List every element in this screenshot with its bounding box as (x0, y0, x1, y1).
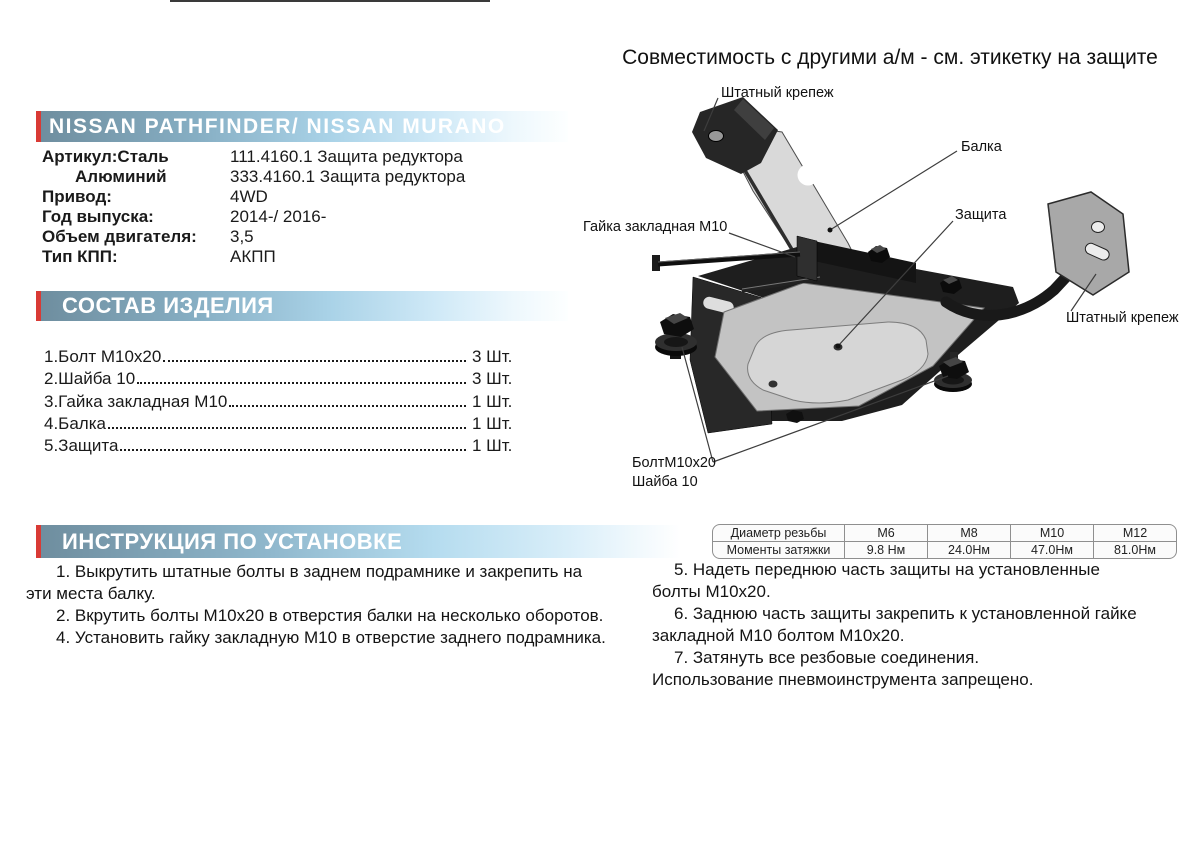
part-qty: 1 Шт. (472, 436, 513, 456)
spec-label: Тип КПП: (42, 247, 118, 266)
table-cell: 81.0Нм (1114, 543, 1156, 557)
instruction-step: 7. Затянуть все резбовые соединения. (674, 648, 980, 667)
part-name: 1.Болт М10х20 (44, 347, 162, 366)
table-cell: М6 (845, 525, 928, 542)
spec-label: Объем двигателя: (42, 227, 197, 246)
spec-value: 111.4160.1 Защита редуктора (230, 147, 463, 166)
callout-embedded-nut: Гайка закладная М10 (583, 219, 728, 235)
part-qty: 1 Шт. (472, 391, 513, 411)
callout-beam: Балка (961, 139, 1002, 155)
callout-standard-mount-top: Штатный крепеж (721, 85, 834, 101)
part-qty: 1 Шт. (472, 413, 513, 433)
table-cell: 47.0Нм (1011, 542, 1094, 559)
part-qty: 3 Шт. (472, 369, 513, 389)
table-cell: Диаметр резьбы (713, 525, 845, 542)
model-title: NISSAN PATHFINDER/ NISSAN MURANO (49, 114, 506, 138)
callout-bolt: БолтМ10х20 (632, 455, 716, 471)
compatibility-note: Совместимость с другими а/м - см. этикетку на защите (622, 46, 1158, 69)
spec-label: Алюминий (75, 167, 167, 186)
instruction-step: 6. Заднюю часть защиты закрепить к установленной гайке закладной М10 болтом М10х20. (652, 604, 1137, 645)
instructions-title: ИНСТРУКЦИЯ ПО УСТАНОВКЕ (62, 528, 403, 554)
table-cell: М10 (1011, 525, 1094, 542)
table-cell: 9.8 Нм (845, 542, 928, 559)
part-name: 3.Гайка закладная М10 (44, 391, 228, 411)
part-name: 5.Защита (44, 436, 119, 456)
part-name: 4.Балка (44, 413, 106, 433)
instruction-step: 2. Вкрутить болты М10х20 в отверстия балки на несколько оборотов. (56, 606, 604, 625)
table-cell: Моменты затяжки (713, 542, 845, 559)
instruction-step: 5. Надеть переднюю часть защиты на установленные болты М10х20. (652, 560, 1100, 601)
instruction-step: 1. Выкрутить штатные болты в заднем подрамнике и закрепить на эти места балку. (26, 562, 583, 603)
table-cell: 24.0Нм (928, 542, 1011, 559)
spec-label: Привод: (42, 187, 112, 206)
table-cell: М8 (928, 525, 1011, 542)
spec-value: 2014-/ 2016- (230, 207, 327, 226)
spec-label: Год выпуска: (42, 207, 154, 226)
part-name: 2.Шайба 10 (44, 369, 136, 389)
spec-value: 3,5 (230, 227, 254, 246)
instruction-step: 4. Установить гайку закладную М10 в отверстие заднего подрамника. (56, 628, 606, 647)
callout-guard: Защита (955, 207, 1007, 223)
spec-value: АКПП (230, 247, 276, 266)
callout-standard-mount-right: Штатный крепеж (1066, 310, 1179, 326)
spec-value: 4WD (230, 187, 268, 206)
spec-value: 333.4160.1 Защита редуктора (230, 167, 466, 186)
spec-label: Артикул:Сталь (42, 147, 169, 166)
callout-washer: Шайба 10 (632, 474, 698, 490)
table-cell: М12 (1094, 525, 1177, 542)
composition-title: СОСТАВ ИЗДЕЛИЯ (62, 293, 274, 318)
instruction-note: Использование пневмоинструмента запрещено. (652, 670, 1034, 689)
part-qty: 3 Шт. (472, 347, 513, 366)
